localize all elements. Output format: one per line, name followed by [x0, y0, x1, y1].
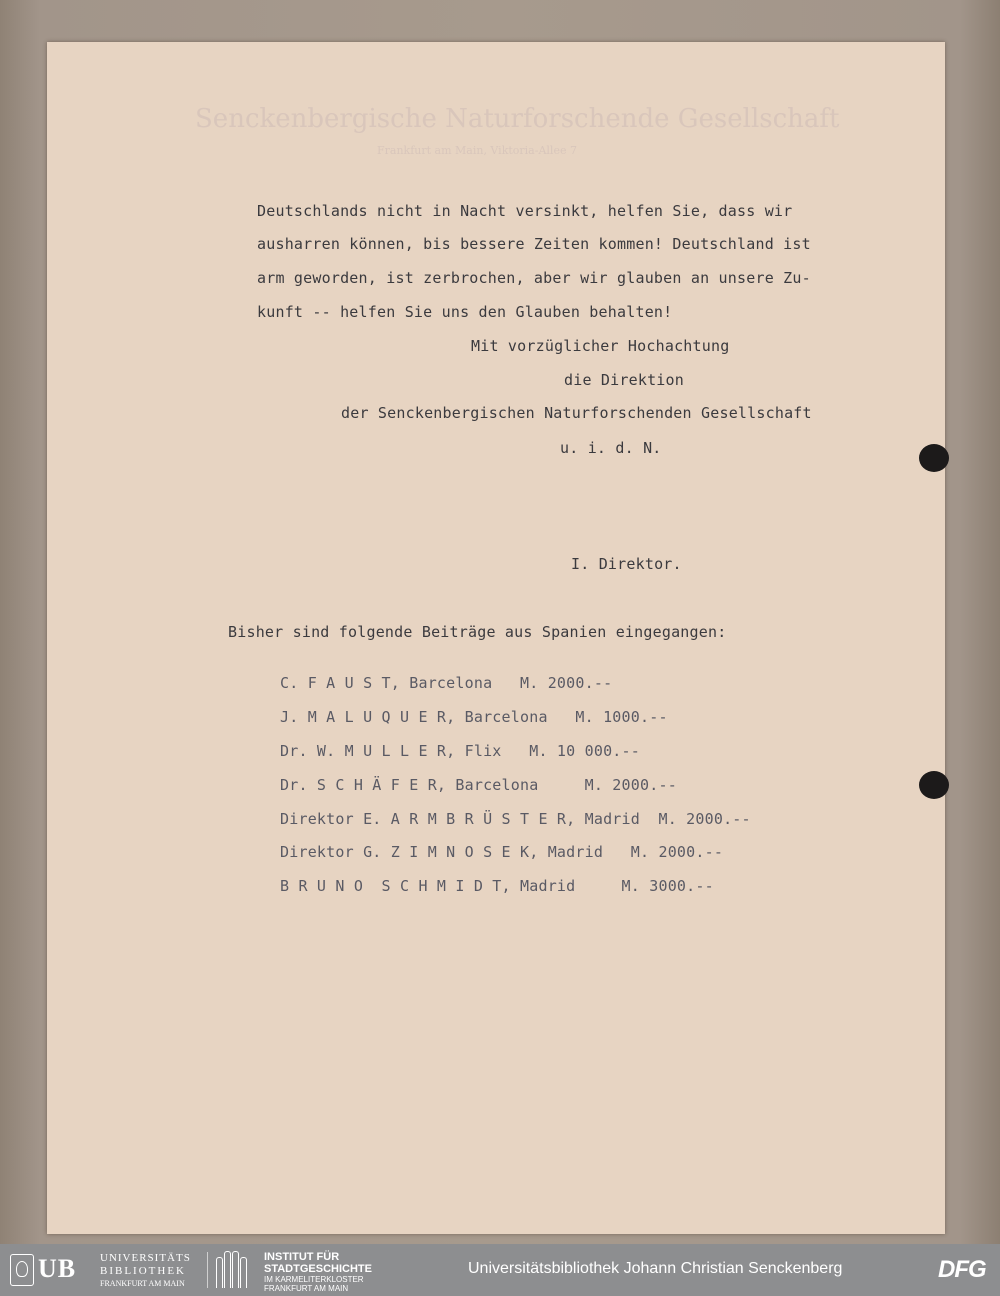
- contribution-item: Dr. S C H Ä F E R, Barcelona M. 2000.--: [280, 776, 677, 794]
- institut-line-2: STADTGESCHICHTE: [264, 1263, 372, 1275]
- footer-divider: [207, 1252, 208, 1288]
- punch-hole: [919, 771, 949, 799]
- institut-logo-icon: [216, 1252, 246, 1288]
- contributions-heading: Bisher sind folgende Beiträge aus Spanien eingegangen:: [228, 623, 727, 641]
- institut-line-3: IM KARMELITERKLOSTER: [264, 1275, 364, 1284]
- dfg-logo: DFG: [938, 1256, 986, 1283]
- signatory-title: I. Direktor.: [571, 555, 682, 573]
- letter-page: [47, 42, 945, 1234]
- footer-bar: [0, 1244, 1000, 1296]
- closing-salutation: Mit vorzüglicher Hochachtung: [471, 337, 730, 355]
- contribution-item: Dr. W. M U L L E R, Flix M. 10 000.--: [280, 742, 640, 760]
- ub-logo-icon: [10, 1254, 34, 1286]
- contribution-item: Direktor G. Z I M N O S E K, Madrid M. 2000.--: [280, 843, 724, 861]
- library-name: Universitätsbibliothek Johann Christian Senckenberg: [468, 1260, 843, 1277]
- body-line: Deutschlands nicht in Nacht versinkt, helfen Sie, dass wir: [257, 202, 793, 220]
- body-line: ausharren können, bis bessere Zeiten kommen! Deutschland ist: [257, 235, 811, 253]
- ub-line-3: FRANKFURT AM MAIN: [100, 1279, 185, 1288]
- body-line: kunft -- helfen Sie uns den Glauben behalten!: [257, 303, 673, 321]
- contribution-item: C. F A U S T, Barcelona M. 2000.--: [280, 674, 613, 692]
- signatory-society: der Senckenbergischen Naturforschenden Gesellschaft: [341, 404, 812, 422]
- contribution-item: B R U N O S C H M I D T, Madrid M. 3000.--: [280, 877, 714, 895]
- institut-line-1: INSTITUT FÜR: [264, 1251, 340, 1263]
- signatory-direktion: die Direktion: [564, 371, 684, 389]
- contribution-item: Direktor E. A R M B R Ü S T E R, Madrid M. 2000.--: [280, 810, 751, 828]
- contribution-item: J. M A L U Q U E R, Barcelona M. 1000.--: [280, 708, 668, 726]
- body-line: arm geworden, ist zerbrochen, aber wir glauben an unsere Zu-: [257, 269, 811, 287]
- ub-line-2: BIBLIOTHEK: [100, 1265, 186, 1277]
- ub-logo-letters: UB: [38, 1254, 77, 1283]
- institut-line-4: FRANKFURT AM MAIN: [264, 1284, 349, 1293]
- punch-hole: [919, 444, 949, 472]
- bleed-through-header: Senckenbergische Naturforschende Gesellschaft: [195, 104, 840, 134]
- ub-line-1: UNIVERSITÄTS: [100, 1252, 191, 1264]
- bleed-through-subheader: Frankfurt am Main, Viktoria-Allee 7: [377, 144, 577, 157]
- signatory-abbreviation: u. i. d. N.: [560, 439, 662, 457]
